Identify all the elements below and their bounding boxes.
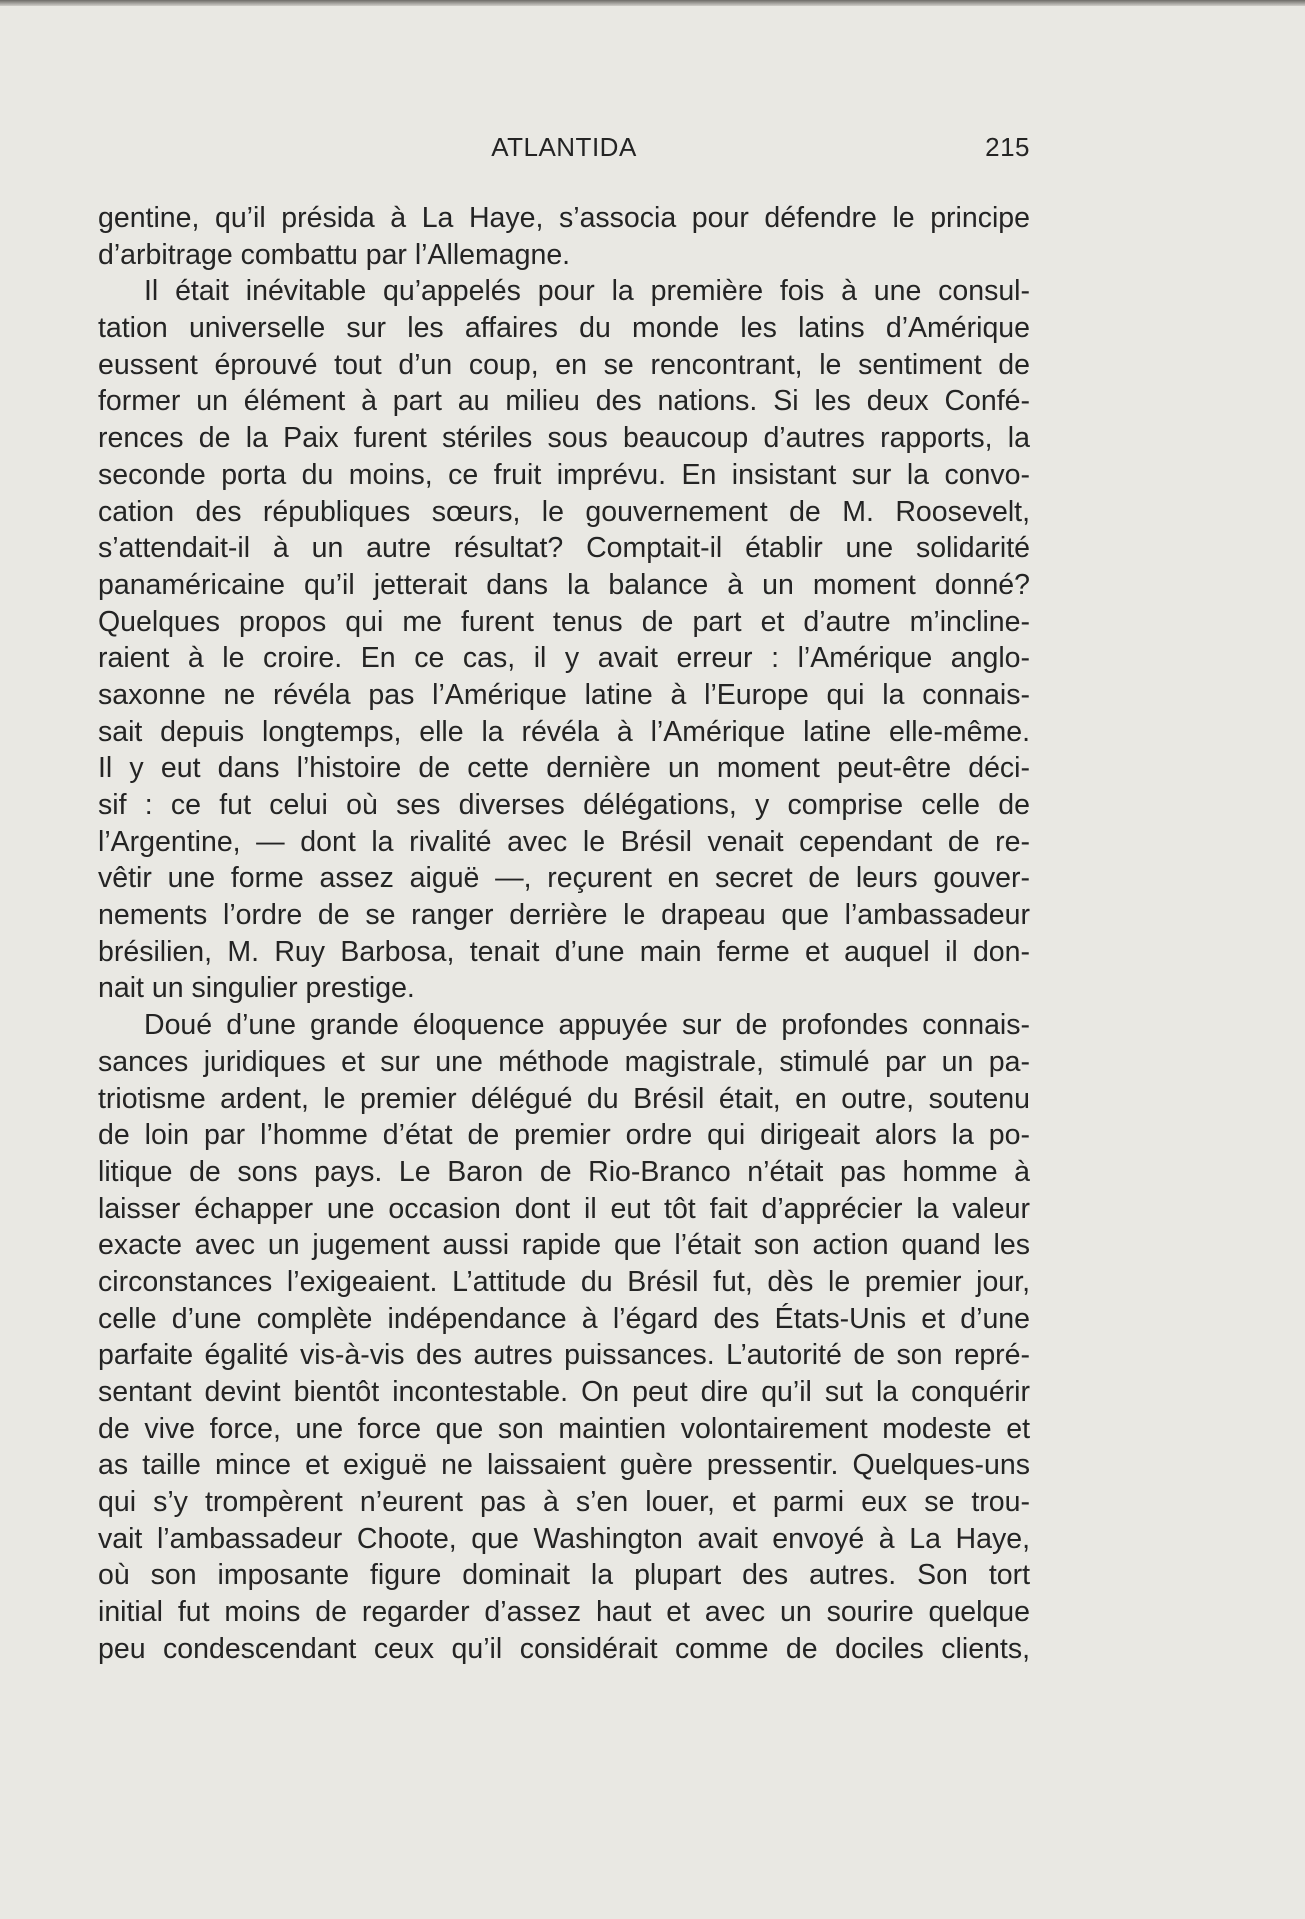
text-line: circonstances l’exigeaient. L’attitude du Brésil fut, dès le premier jour, [98, 1265, 1030, 1298]
text-line: nements l’ordre de se ranger derrière le drapeau que l’ambassadeur [98, 899, 1030, 932]
page-number: 215 [985, 132, 1030, 162]
text-line: gentine, qu’il présida à La Haye, s’associa pour défendre le principe [98, 202, 1030, 234]
text-line: initial fut moins de regarder d’assez haut et avec un sourire quelque [98, 1596, 1030, 1629]
text-line: as taille mince et exiguë ne laissaient guère pressentir. Quelques-uns [98, 1449, 1030, 1482]
text-line: où son imposante figure dominait la plupart des autres. Son tort [98, 1559, 1030, 1592]
text-line: s’attendait-il à un autre résultat? Comptait-il établir une solidarité [98, 532, 1030, 565]
text-line: exacte avec un jugement aussi rapide que l’était son action quand les [98, 1229, 1030, 1262]
text-line: peu condescendant ceux qu’il considérait comme de dociles clients, [98, 1632, 1030, 1665]
text-line: seconde porta du moins, ce fruit imprévu. En insistant sur la convo- [98, 458, 1030, 491]
text-line: laisser échapper une occasion dont il eut tôt fait d’apprécier la valeur [98, 1192, 1030, 1225]
text-line: raient à le croire. En ce cas, il y avait erreur : l’Amérique anglo- [98, 642, 1030, 675]
text-line: Doué d’une grande éloquence appuyée sur de profondes connais- [144, 1009, 1030, 1042]
text-line: rences de la Paix furent stériles sous beaucoup d’autres rapports, la [98, 422, 1030, 455]
text-line: nait un singulier prestige. [98, 972, 415, 1005]
text-line: saxonne ne révéla pas l’Amérique latine à l’Europe qui la connais- [98, 678, 1030, 711]
text-line: litique de sons pays. Le Baron de Rio-Branco n’était pas homme à [98, 1155, 1030, 1188]
text-line: sif : ce fut celui où ses diverses délégations, y comprise celle de [98, 789, 1030, 821]
running-title: ATLANTIDA [491, 132, 637, 162]
text-line: qui s’y trompèrent n’eurent pas à s’en louer, et parmi eux se trou- [98, 1486, 1030, 1519]
text-line: Il y eut dans l’histoire de cette dernière un moment peut-être déci- [98, 752, 1030, 785]
text-line: d’arbitrage combattu par l’Allemagne. [98, 238, 571, 271]
text-line: eussent éprouvé tout d’un coup, en se rencontrant, le sentiment de [98, 348, 1030, 381]
text-line: sentant devint bientôt incontestable. On peut dire qu’il sut la conquérir [98, 1376, 1030, 1408]
text-line: de vive force, une force que son maintien volontairement modeste et [98, 1412, 1030, 1445]
text-line: parfaite égalité vis-à-vis des autres puissances. L’autorité de son repré- [98, 1339, 1030, 1372]
text-line: sait depuis longtemps, elle la révéla à l’Amérique latine elle-même. [98, 715, 1030, 748]
text-line: celle d’une complète indépendance à l’égard des États-Unis et d’une [98, 1302, 1030, 1335]
text-line: vait l’ambassadeur Choote, que Washington avait envoyé à La Haye, [98, 1522, 1030, 1555]
text-line: de loin par l’homme d’état de premier ordre qui dirigeait alors la po- [98, 1119, 1030, 1152]
text-line: vêtir une forme assez aiguë —, reçurent en secret de leurs gouver- [98, 862, 1030, 895]
text-line: triotisme ardent, le premier délégué du Brésil était, en outre, soutenu [98, 1082, 1030, 1115]
text-line: sances juridiques et sur une méthode magistrale, stimulé par un pa- [98, 1045, 1030, 1078]
text-line: Il était inévitable qu’appelés pour la première fois à une consul- [144, 275, 1030, 308]
text-line: brésilien, M. Ruy Barbosa, tenait d’une main ferme et auquel il don- [98, 935, 1030, 968]
text-line: Quelques propos qui me furent tenus de part et d’autre m’incline- [98, 605, 1030, 638]
text-line: l’Argentine, — dont la rivalité avec le Brésil venait cependant de re- [98, 825, 1030, 858]
body-text [98, 200, 1030, 1668]
text-line: cation des républiques sœurs, le gouvernement de M. Roosevelt, [98, 495, 1030, 528]
running-header [98, 132, 1030, 172]
text-line: panaméricaine qu’il jetterait dans la balance à un moment donné? [98, 568, 1030, 601]
text-line: tation universelle sur les affaires du monde les latins d’Amérique [98, 312, 1030, 345]
text-line: former un élément à part au milieu des nations. Si les deux Confé- [98, 385, 1030, 418]
